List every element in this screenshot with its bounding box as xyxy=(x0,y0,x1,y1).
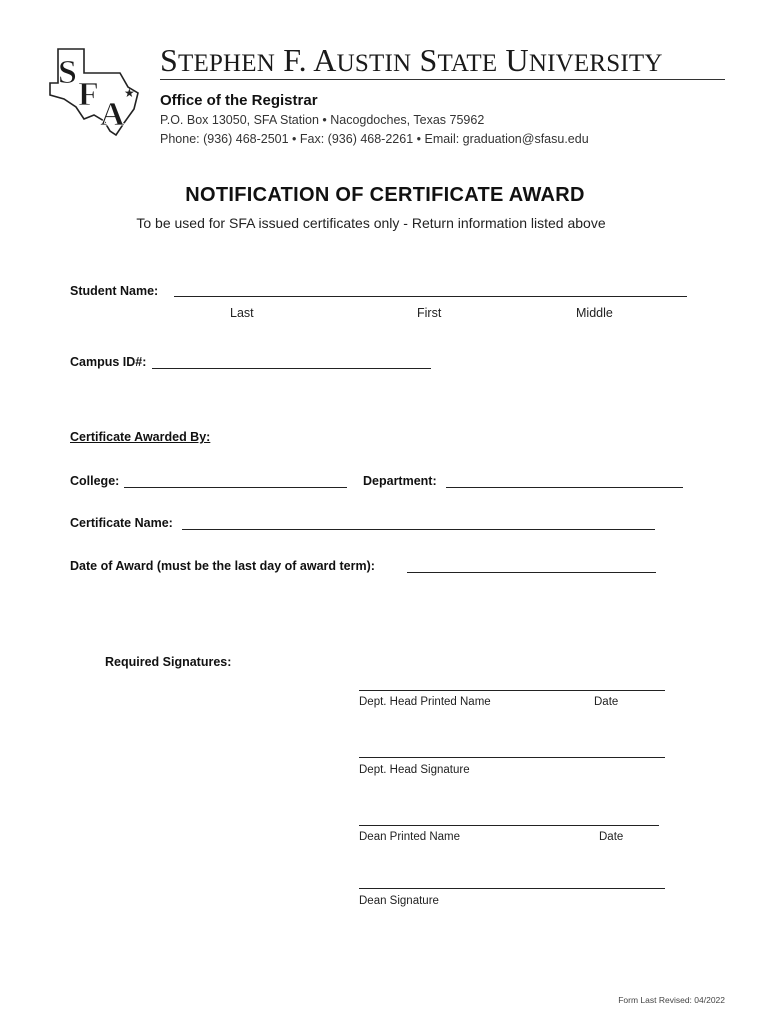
dept-head-date-caption: Date xyxy=(594,696,619,708)
dept-head-printed-name-field[interactable] xyxy=(359,690,665,691)
office-contact: Phone: (936) 468-2501 • Fax: (936) 468-2261 • Email: graduation@sfasu.edu xyxy=(160,132,589,146)
dean-printed-name-field[interactable] xyxy=(359,825,659,826)
certificate-awarded-by-heading: Certificate Awarded By: xyxy=(70,430,211,444)
date-of-award-label: Date of Award (must be the last day of award term): xyxy=(70,559,375,573)
form-revised-date: Form Last Revised: 04/2022 xyxy=(618,995,725,1005)
middle-name-caption: Middle xyxy=(576,306,613,320)
student-name-field[interactable] xyxy=(174,296,687,297)
office-address: P.O. Box 13050, SFA Station • Nacogdoches, Texas 75962 xyxy=(160,113,485,127)
last-name-caption: Last xyxy=(230,306,254,320)
svg-text:F: F xyxy=(78,76,99,113)
department-field[interactable] xyxy=(446,487,683,488)
university-logo xyxy=(44,43,144,143)
college-label: College: xyxy=(70,474,120,488)
dean-printed-name-caption: Dean Printed Name xyxy=(359,831,460,843)
form-title: NOTIFICATION OF CERTIFICATE AWARD xyxy=(185,184,585,206)
dept-head-printed-name-caption: Dept. Head Printed Name xyxy=(359,696,491,708)
dean-signature-caption: Dean Signature xyxy=(359,895,439,907)
svg-text:S: S xyxy=(58,54,77,91)
svg-text:★: ★ xyxy=(124,86,135,100)
college-field[interactable] xyxy=(124,487,347,488)
campus-id-field[interactable] xyxy=(152,368,431,369)
department-label: Department: xyxy=(363,474,437,488)
dept-head-signature-caption: Dept. Head Signature xyxy=(359,764,470,776)
form-subtitle: To be used for SFA issued certificates only - Return information listed above xyxy=(136,215,606,231)
dept-head-signature-field[interactable] xyxy=(359,757,665,758)
header-divider xyxy=(160,79,725,80)
dean-date-caption: Date xyxy=(599,831,624,843)
student-name-label: Student Name: xyxy=(70,284,159,298)
dean-signature-field[interactable] xyxy=(359,888,665,889)
certificate-name-field[interactable] xyxy=(182,529,655,530)
certificate-name-label: Certificate Name: xyxy=(70,516,173,530)
campus-id-label: Campus ID#: xyxy=(70,355,147,369)
first-name-caption: First xyxy=(417,306,442,320)
required-signatures-heading: Required Signatures: xyxy=(105,655,232,669)
university-name: STEPHEN F. AUSTIN STATE UNIVERSITY xyxy=(160,42,663,78)
office-name: Office of the Registrar xyxy=(160,92,318,109)
svg-text:A: A xyxy=(100,96,125,133)
date-of-award-field[interactable] xyxy=(407,572,656,573)
